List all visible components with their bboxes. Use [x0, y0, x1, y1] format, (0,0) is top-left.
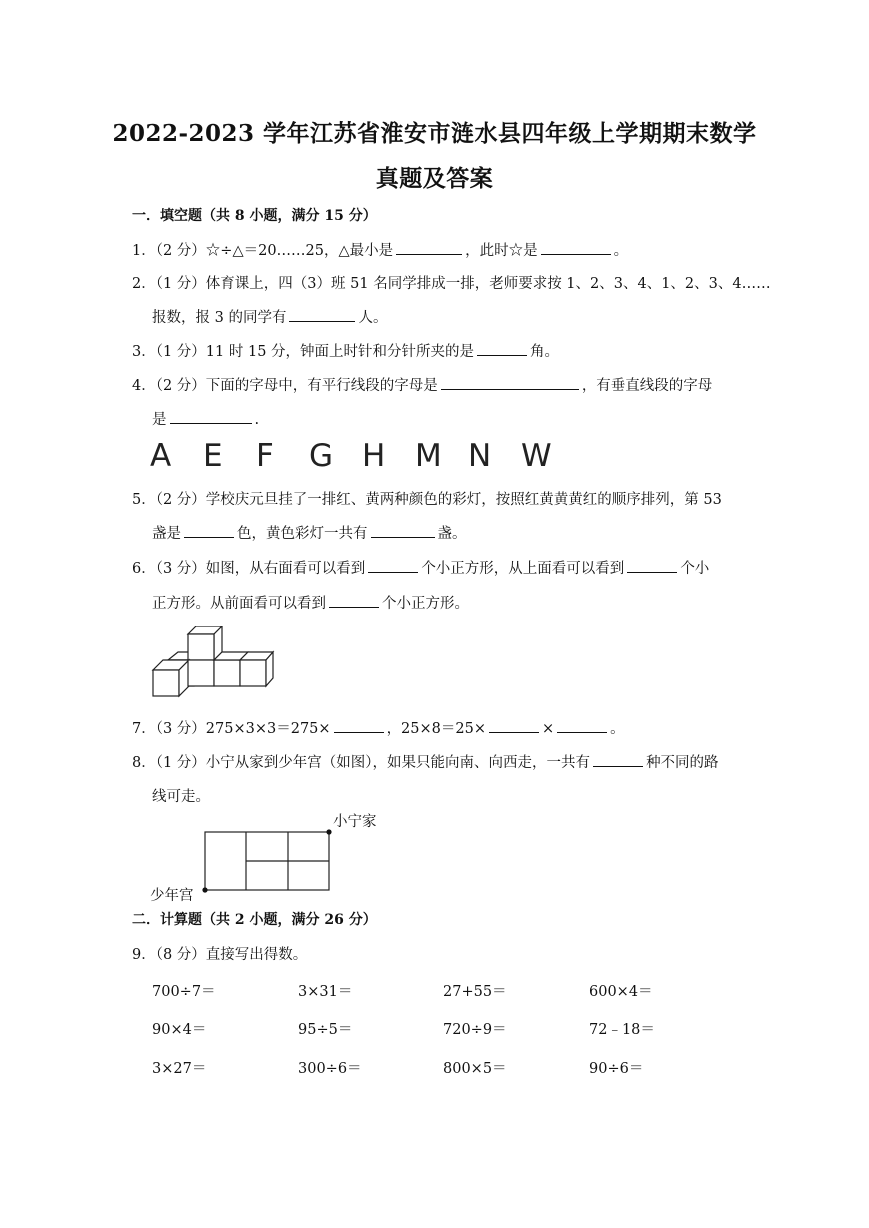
- question-8-line-2: 线可走。: [152, 789, 210, 805]
- calc-item: 800×5＝: [443, 1061, 507, 1077]
- question-4-line-1: [132, 374, 712, 395]
- question-4-line-2: [152, 408, 259, 429]
- question-5-line-1: 5．（2 分）学校庆元旦挂了一排红、黄两种颜色的彩灯，按照红黄黄黄红的顺序排列，第 53: [132, 492, 722, 508]
- cubes-figure: [150, 626, 276, 698]
- title-line-2: 真题及答案: [375, 165, 494, 192]
- q6-text-d: 正方形。从前面看可以看到: [152, 596, 326, 612]
- letter: H: [362, 438, 386, 474]
- title-line-1: 2022-2023 学年江苏省淮安市涟水县四年级上学期期末数学: [112, 120, 757, 147]
- letter: E: [203, 438, 223, 474]
- q6-text-b: 个小正方形，从上面看可以看到: [421, 561, 625, 577]
- calc-item: 720÷9＝: [443, 1022, 507, 1038]
- answer-blank[interactable]: [289, 307, 355, 322]
- q7-text-a: 7．（3 分）275×3×3＝275×: [132, 721, 331, 737]
- calc-item: 27+55＝: [443, 984, 507, 1000]
- calc-item: 3×27＝: [152, 1061, 207, 1077]
- q3-text-a: 3．（1 分）11 时 15 分，钟面上时针和分针所夹的是: [132, 344, 475, 360]
- q4-text-c: 是: [152, 412, 167, 428]
- question-3: [132, 340, 559, 361]
- question-5-line-2: [152, 522, 467, 543]
- label-home: 小宁家: [333, 814, 377, 830]
- answer-blank[interactable]: [371, 523, 435, 538]
- letters-figure: [150, 438, 574, 474]
- answer-blank[interactable]: [489, 718, 539, 733]
- q7-text-c: ×: [542, 721, 555, 737]
- q4-text-b: ，有垂直线段的字母: [581, 378, 713, 394]
- question-6-line-2: [152, 592, 469, 613]
- calc-item: 95÷5＝: [298, 1022, 353, 1038]
- letter: A: [150, 438, 172, 474]
- answer-blank[interactable]: [396, 240, 462, 255]
- question-2-line-2: [152, 306, 387, 327]
- calc-item: 300÷6＝: [298, 1061, 362, 1077]
- q3-text-b: 角。: [530, 344, 560, 360]
- q1-text-c: 。: [613, 243, 629, 259]
- question-8-line-1: [132, 751, 719, 772]
- q7-text-b: ，25×8＝25×: [386, 721, 486, 737]
- q6-text-e: 个小正方形。: [382, 596, 469, 612]
- question-6-line-1: [132, 557, 709, 578]
- answer-blank[interactable]: [557, 718, 607, 733]
- answer-blank[interactable]: [334, 718, 384, 733]
- answer-blank[interactable]: [329, 593, 379, 608]
- answer-blank[interactable]: [441, 375, 579, 390]
- palace-point: [202, 887, 207, 892]
- q4-text-d: .: [254, 412, 260, 428]
- letter: G: [309, 438, 334, 474]
- q4-text-a: 4．（2 分）下面的字母中，有平行线段的字母是: [132, 378, 438, 394]
- question-2-line-1: 2．（1 分）体育课上，四（3）班 51 名同学排成一排，老师要求按 1、2、3、4、1、2、3、4……: [132, 276, 771, 292]
- q2-text-a: 报数，报 3 的同学有: [152, 310, 287, 326]
- question-1: [132, 239, 628, 260]
- answer-blank[interactable]: [593, 752, 643, 767]
- answer-blank[interactable]: [184, 523, 234, 538]
- q1-text-b: ，此时☆是: [465, 243, 538, 259]
- q8-text-a: 8．（1 分）小宁从家到少年宫（如图），如果只能向南、向西走，一共有: [132, 755, 591, 771]
- calc-item: 3×31＝: [298, 984, 353, 1000]
- q5-text-c: 盏。: [437, 526, 467, 542]
- answer-blank[interactable]: [170, 409, 252, 424]
- answer-blank[interactable]: [368, 558, 418, 573]
- q2-text-b: 人。: [358, 310, 388, 326]
- answer-blank[interactable]: [541, 240, 611, 255]
- calc-item: 90÷6＝: [589, 1061, 644, 1077]
- q8-text-b: 种不同的路: [646, 755, 719, 771]
- label-palace: 少年宫: [150, 888, 194, 904]
- letter: W: [521, 438, 552, 474]
- letter: F: [256, 438, 274, 474]
- answer-blank[interactable]: [627, 558, 677, 573]
- calc-item: 72﹣18＝: [589, 1022, 655, 1038]
- question-7: [132, 717, 625, 738]
- answer-blank[interactable]: [477, 341, 527, 356]
- q1-text-a: 1．（2 分）☆÷△＝20……25，△最小是: [132, 243, 394, 259]
- question-9: 9．（8 分）直接写出得数。: [132, 947, 308, 963]
- q6-text-c: 个小: [680, 561, 710, 577]
- letter: N: [468, 438, 492, 474]
- q6-text-a: 6．（3 分）如图，从右面看可以看到: [132, 561, 366, 577]
- letter: M: [415, 438, 442, 474]
- calc-item: 700÷7＝: [152, 984, 216, 1000]
- calc-item: 90×4＝: [152, 1022, 207, 1038]
- q7-text-d: 。: [610, 721, 625, 737]
- section-2-heading: 二．计算题（共 2 小题，满分 26 分）: [132, 912, 377, 928]
- section-1-heading: 一．填空题（共 8 小题，满分 15 分）: [132, 208, 377, 224]
- q5-text-b: 色，黄色彩灯一共有: [237, 526, 368, 542]
- q5-text-a: 盏是: [152, 526, 181, 542]
- calc-item: 600×4＝: [589, 984, 653, 1000]
- home-point: [326, 829, 331, 834]
